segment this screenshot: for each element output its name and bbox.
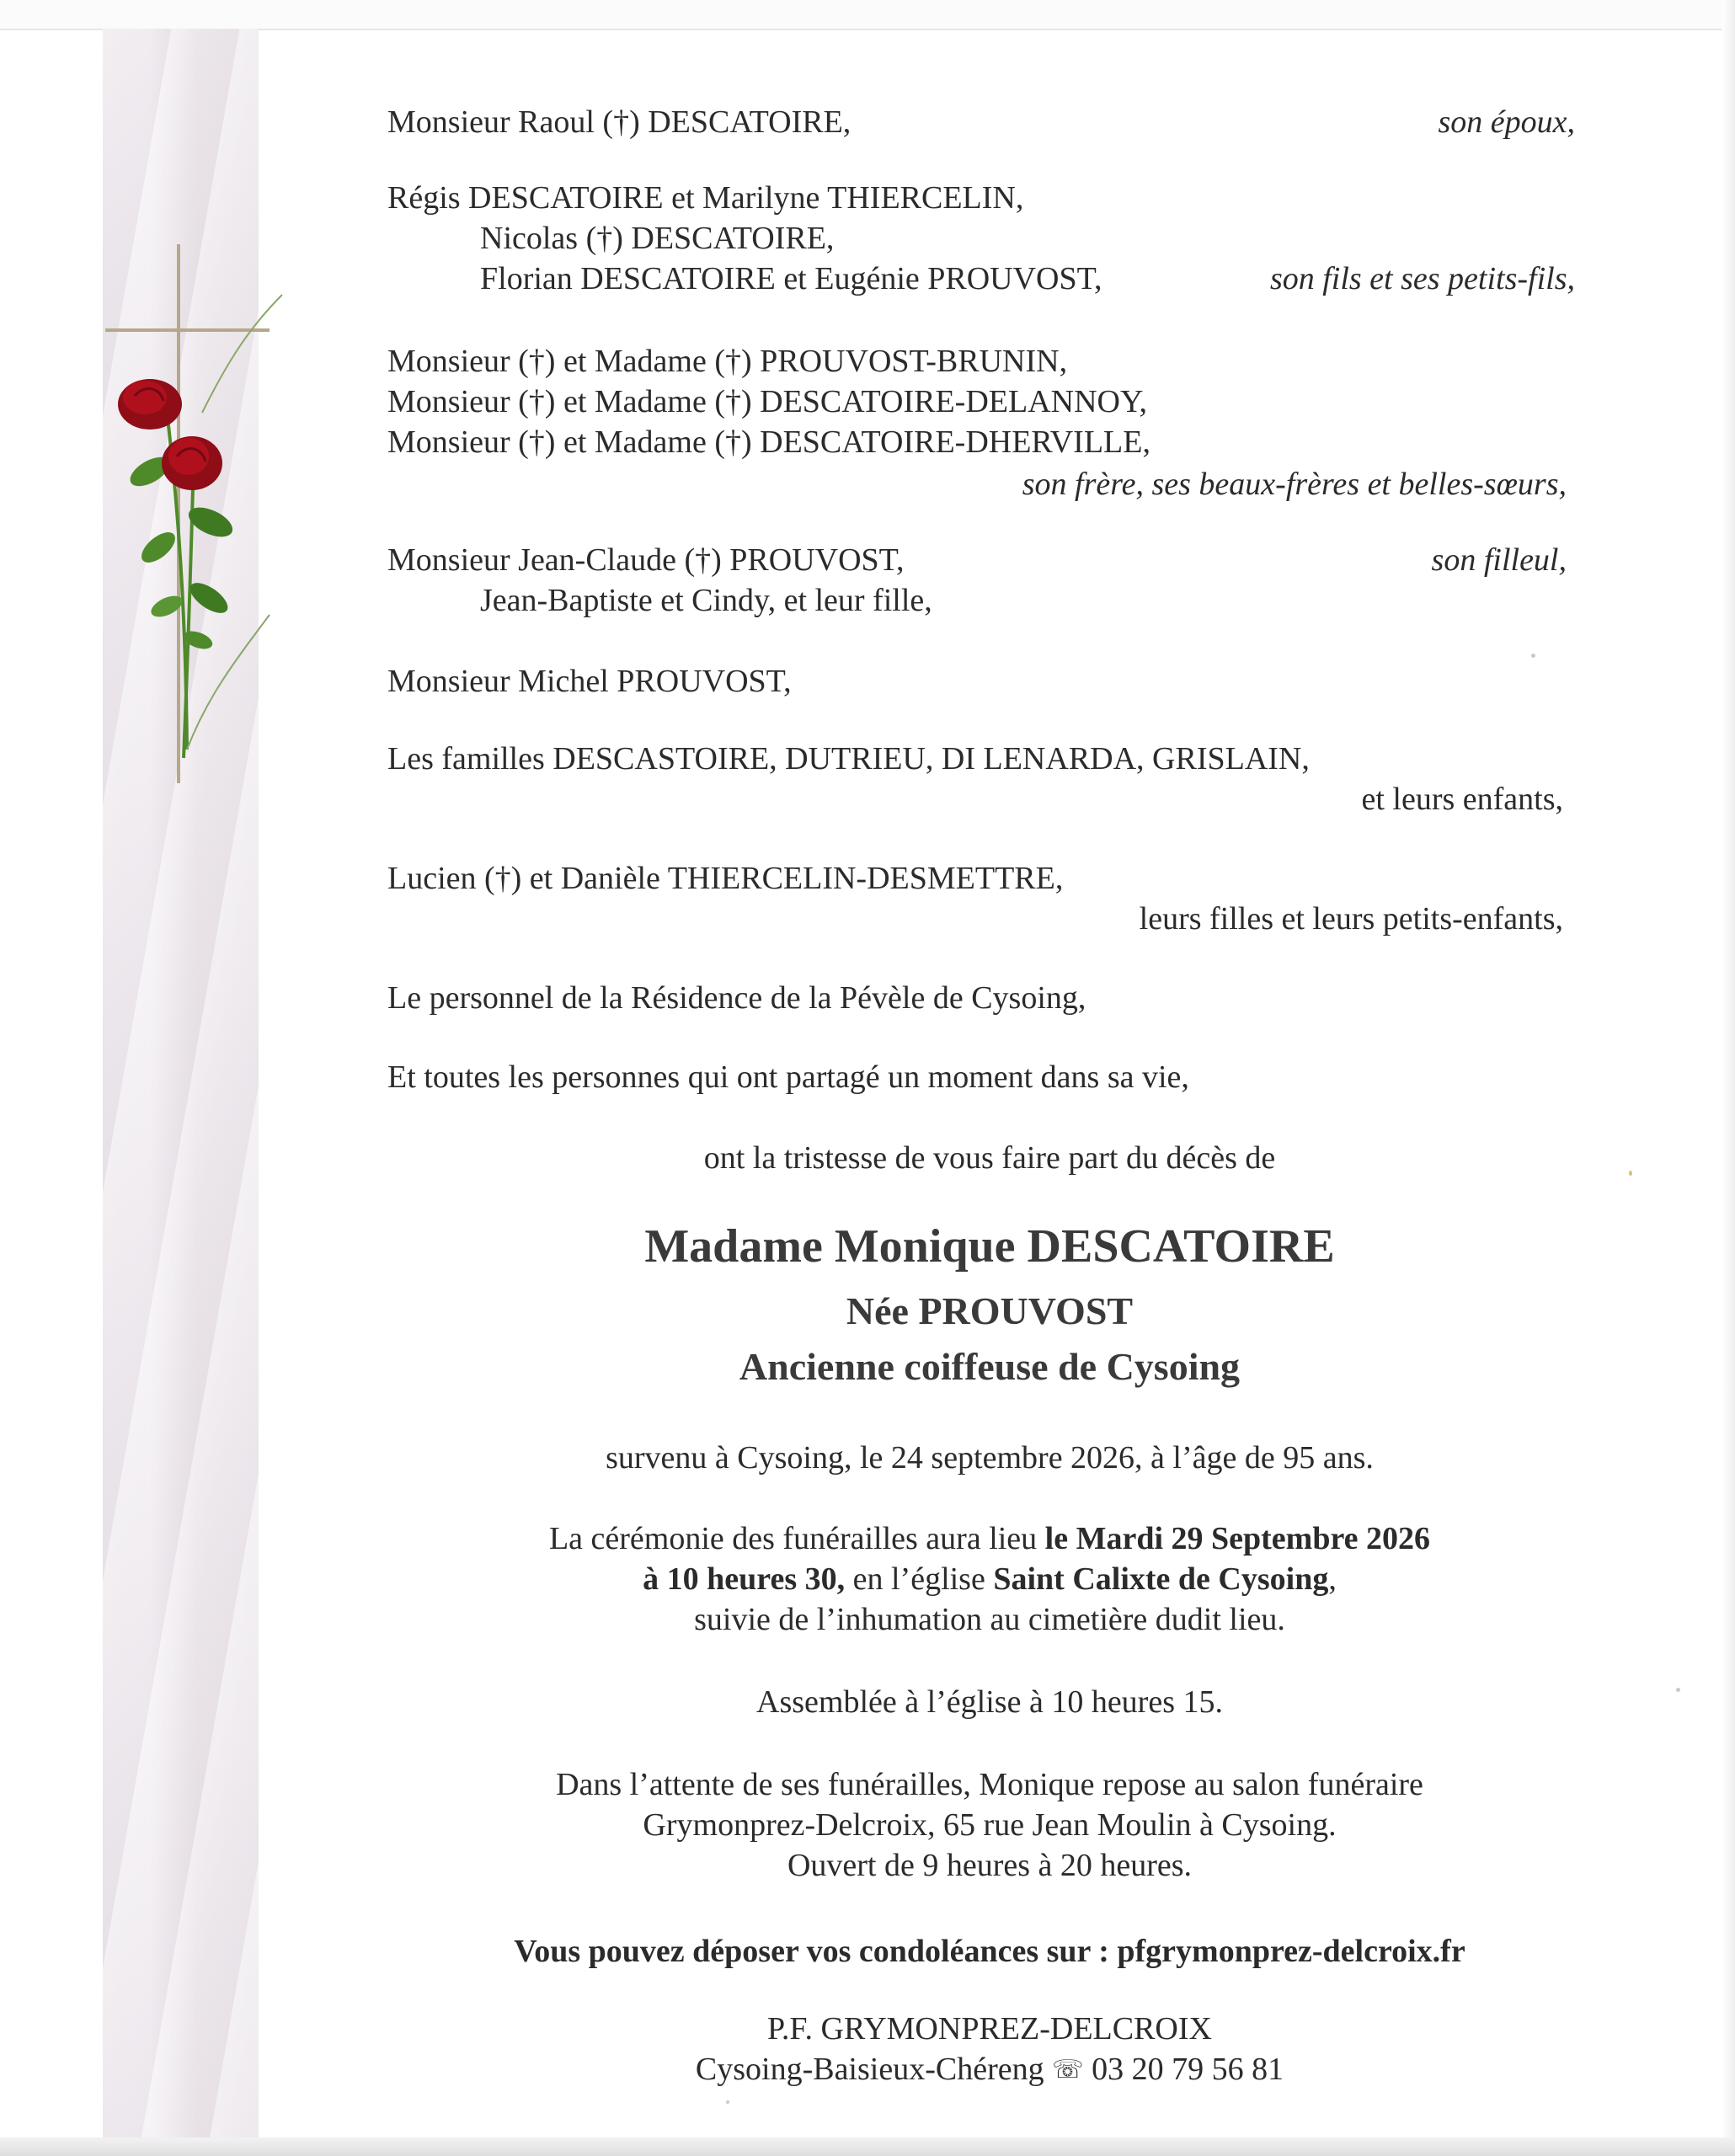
family-families-children: et leurs enfants, (1361, 782, 1563, 817)
ceremony-line-1 (371, 1523, 1609, 1555)
rose-and-cross-illustration (93, 244, 312, 800)
family-prouvost-brunin: Monsieur (†) et Madame (†) PROUVOST-BRUNIN, (387, 344, 1068, 379)
scan-speck (1676, 1688, 1680, 1692)
role-siblings: son frère, ses beaux-frères et belles-sœurs, (1022, 467, 1567, 502)
assembly-time: Assemblée à l’église à 10 heures 15. (756, 1684, 1223, 1720)
scan-top-edge (0, 0, 1735, 30)
family-michel: Monsieur Michel PROUVOST, (387, 664, 792, 699)
death-details: survenu à Cysoing, le 24 septembre 2026, à l’âge de 95 ans. (606, 1440, 1374, 1476)
funeral-home-name: P.F. GRYMONPREZ-DELCROIX (767, 2011, 1212, 2047)
ceremony-date: le Mardi 29 Septembre 2026 (1044, 1521, 1431, 1556)
family-descatoire-delannoy: Monsieur (†) et Madame (†) DESCATOIRE-DELANNOY, (387, 384, 1148, 419)
scan-bottom-edge (0, 2137, 1735, 2156)
role-godson: son filleul, (1431, 542, 1567, 578)
upper-rose (118, 379, 182, 430)
family-florian: Florian DESCATOIRE et Eugénie PROUVOST, (480, 261, 1102, 296)
deceased-name: Madame Monique DESCATOIRE (644, 1220, 1335, 1273)
lower-rose (162, 436, 222, 490)
ceremony-in-church-text: en l’église (845, 1561, 994, 1597)
family-lucien-children: leurs filles et leurs petits-enfants, (1139, 901, 1563, 937)
ceremony-church: Saint Calixte de Cysoing (993, 1561, 1329, 1597)
family-descatoire-dherville: Monsieur (†) et Madame (†) DESCATOIRE-DHERVILLE, (387, 424, 1150, 460)
visitation-hours: Ouvert de 9 heures à 20 heures. (787, 1848, 1193, 1883)
role-spouse: son époux, (1438, 104, 1575, 140)
funeral-home-contact (371, 2053, 1609, 2085)
scan-speck (1531, 654, 1535, 658)
family-everyone: Et toutes les personnes qui ont partagé un moment dans sa vie, (387, 1059, 1189, 1095)
family-lucien: Lucien (†) et Danièle THIERCELIN-DESMETTRE, (387, 861, 1064, 896)
family-jean-baptiste: Jean-Baptiste et Cindy, et leur fille, (480, 583, 932, 618)
ceremony-line-2 (371, 1563, 1609, 1595)
visitation-line-1: Dans l’attente de ses funérailles, Monique repose au salon funéraire (556, 1767, 1423, 1802)
scan-speck (1629, 1171, 1632, 1176)
family-jean-claude: Monsieur Jean-Claude (†) PROUVOST, (387, 542, 905, 578)
deceased-occupation: Ancienne coiffeuse de Cysoing (739, 1345, 1241, 1388)
family-regis: Régis DESCATOIRE et Marilyne THIERCELIN, (387, 180, 1024, 216)
announcement-intro: ont la tristesse de vous faire part du décès de (703, 1140, 1276, 1176)
family-raoul: Monsieur Raoul (†) DESCATOIRE, (387, 104, 851, 140)
scan-right-edge (1722, 0, 1735, 2156)
deceased-maiden-name: Née PROUVOST (846, 1289, 1134, 1332)
scan-speck (726, 2100, 729, 2104)
ceremony-time: à 10 heures 30, (643, 1561, 846, 1597)
phone-icon: ☏ (1052, 2056, 1084, 2084)
ceremony-intro-text: La cérémonie des funérailles aura lieu (548, 1521, 1045, 1556)
family-staff: Le personnel de la Résidence de la Pévèle de Cysoing, (387, 980, 1086, 1016)
role-son: son fils et ses petits-fils, (1269, 261, 1575, 296)
visitation-line-2: Grymonprez-Delcroix, 65 rue Jean Moulin à Cysoing. (643, 1807, 1337, 1843)
family-families: Les familles DESCASTOIRE, DUTRIEU, DI LENARDA, GRISLAIN, (387, 741, 1310, 776)
condolences-notice: Vous pouvez déposer vos condoléances sur : pfgrymonprez-delcroix.fr (514, 1934, 1465, 1969)
ceremony-burial: suivie de l’inhumation au cimetière dudit lieu. (694, 1602, 1285, 1637)
funeral-home-location: Cysoing-Baisieux-Chéreng (695, 2052, 1044, 2087)
ceremony-comma: , (1328, 1561, 1337, 1597)
family-nicolas: Nicolas (†) DESCATOIRE, (480, 221, 835, 256)
cross-horizontal-bar (105, 328, 270, 332)
funeral-home-phone: 03 20 79 56 81 (1092, 2052, 1284, 2087)
